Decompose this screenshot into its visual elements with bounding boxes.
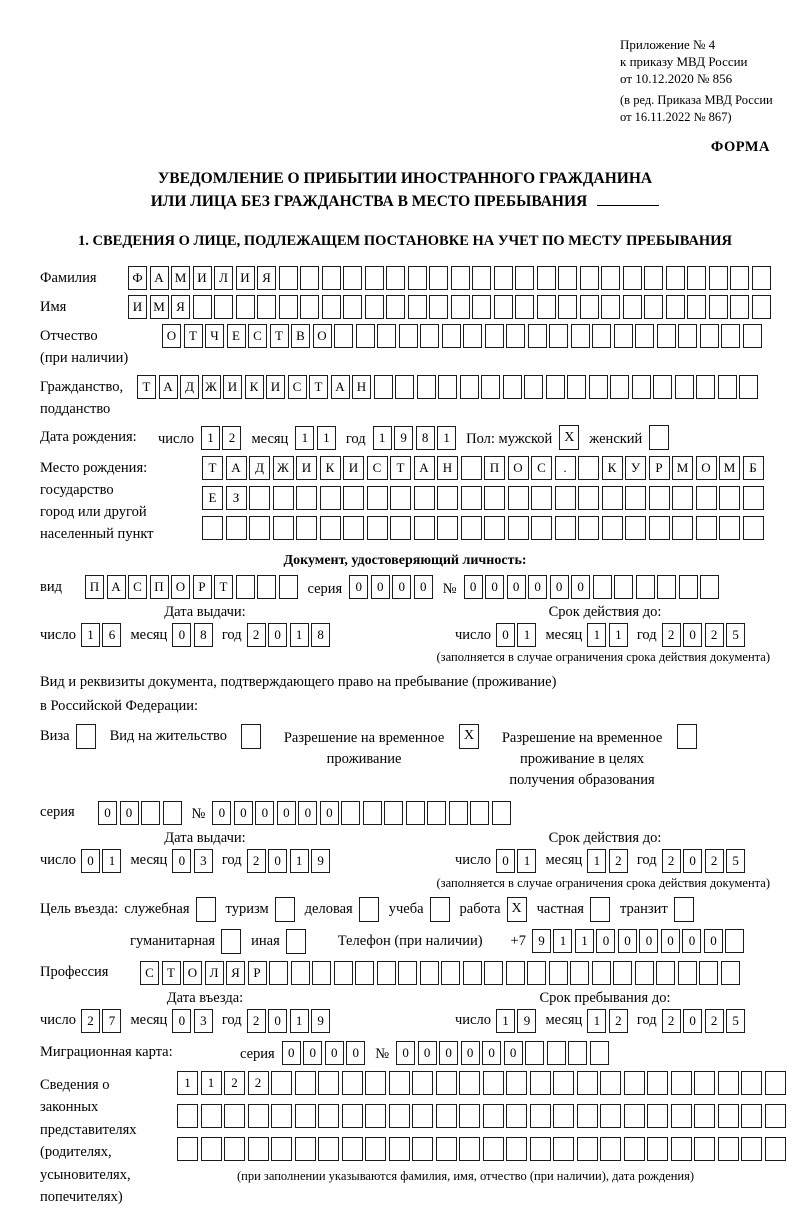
patronymic-label: Отчество (при наличии): [40, 328, 129, 367]
resdoc-issue-month[interactable]: 0 3: [172, 849, 213, 873]
form-title: [40, 168, 770, 213]
iddoc-valid-year[interactable]: 2 0 2 5: [662, 623, 746, 647]
annex-line: (в ред. Приказа МВД России: [620, 93, 773, 108]
resdoc-option-temp-permit: Разрешение на временное проживание X: [275, 724, 479, 770]
citizenship-row: [40, 375, 770, 421]
day-label: число: [40, 1012, 76, 1029]
migration-card-row: [40, 1041, 770, 1065]
resdoc-option-edu-permit: Разрешение на временное проживание в целях получения образования: [493, 724, 697, 791]
annex-reference: [620, 36, 800, 87]
entry-date-heading: Дата въезда:: [166, 989, 244, 1006]
temp-permit-checkbox[interactable]: X: [459, 724, 479, 749]
birthplace-row: [40, 456, 770, 545]
month-label: месяц: [545, 1012, 583, 1029]
surname-label: Фамилия: [40, 270, 97, 287]
birthplace-label: Место рождения: государство город или другой населенный пункт: [40, 460, 154, 542]
stay-until-heading: Срок пребывания до:: [539, 989, 671, 1006]
iddoc-type-row: [40, 575, 770, 599]
stay-day[interactable]: 1 9: [496, 1009, 537, 1033]
resdoc-valid-note: (заполняется в случае ограничения срока действия документа): [436, 875, 770, 890]
birth-day-input[interactable]: 1 2: [201, 426, 242, 450]
month-label: месяц: [130, 626, 168, 643]
birthdate-label: Дата рождения:: [40, 429, 137, 446]
legal-reps-section: [40, 1071, 770, 1209]
section1-heading: 1. СВЕДЕНИЯ О ЛИЦЕ, ПОДЛЕЖАЩЕМ ПОСТАНОВКЕ НА УЧЕТ ПО МЕСТУ ПРЕБЫВАНИЯ: [78, 233, 732, 250]
stay-year[interactable]: 2 0 2 5: [662, 1009, 746, 1033]
month-label: месяц: [130, 1012, 168, 1029]
resdoc-line2: в Российской Федерации:: [40, 697, 199, 714]
purpose-work-checkbox[interactable]: X: [507, 897, 527, 922]
purpose-transit-checkbox[interactable]: [674, 897, 694, 922]
iddoc-valid-day[interactable]: 0 1: [496, 623, 537, 647]
resdoc-options: [40, 724, 770, 791]
birthdate-row: [40, 425, 770, 450]
iddoc-heading: Документ, удостоверяющий личность:: [283, 553, 527, 569]
phone-input[interactable]: 9 1 1 0 0 0 0 0 0: [532, 929, 745, 953]
legal-reps-input-line1[interactable]: 1 1 2 2: [177, 1071, 786, 1095]
annex-line: Приложение № 4: [620, 37, 716, 52]
iddoc-issue-year[interactable]: 2 0 1 8: [247, 623, 331, 647]
birthplace-input-line1[interactable]: Т А Д Ж И К И С Т А Н П О С . К У Р М О М Б: [202, 456, 764, 480]
birth-month-input[interactable]: 1 1: [295, 426, 336, 450]
edu-permit-checkbox[interactable]: [677, 724, 697, 749]
citizenship-label: Гражданство, подданство: [40, 378, 124, 417]
form-label: ФОРМА: [710, 139, 770, 156]
month-label: месяц: [545, 626, 583, 643]
resdoc-series-row: [40, 801, 770, 825]
profession-input[interactable]: С Т О Л Я Р: [140, 961, 740, 985]
annex-line: от 16.11.2022 № 867): [620, 109, 732, 124]
migration-card-label: Миграционная карта:: [40, 1043, 173, 1060]
year-label: год: [221, 626, 242, 643]
firstname-label: Имя: [40, 299, 67, 316]
year-label: год: [636, 852, 657, 869]
surname-row: [40, 266, 770, 290]
iddoc-valid-heading: Срок действия до:: [548, 604, 662, 621]
phone-label: Телефон (при наличии): [337, 932, 483, 949]
migcard-number-input[interactable]: 0 0 0 0 0 0: [396, 1041, 609, 1065]
iddoc-type-input[interactable]: П А С П О Р Т: [85, 575, 298, 599]
iddoc-issue-heading: Дата выдачи:: [164, 604, 246, 621]
day-label: число: [455, 626, 491, 643]
year-label: год: [636, 626, 657, 643]
iddoc-series-input[interactable]: 0 0 0 0: [349, 575, 433, 599]
profession-label: Профессия: [40, 963, 109, 980]
resdoc-valid-day[interactable]: 0 1: [496, 849, 537, 873]
resdoc-option-visa: Виза: [40, 724, 96, 749]
entry-day[interactable]: 2 7: [81, 1009, 122, 1033]
birthplace-input-line3[interactable]: [202, 516, 764, 540]
resdoc-dates: [40, 830, 770, 873]
stay-month[interactable]: 1 2: [587, 1009, 628, 1033]
sex-female-checkbox[interactable]: [649, 425, 669, 450]
legal-reps-input-line2[interactable]: [177, 1104, 786, 1128]
surname-input[interactable]: Ф А М И Л И Я: [128, 266, 771, 290]
purpose-row: Цель въезда: служебная туризм деловая учеба работа X частная транзит: [40, 897, 770, 922]
year-label: год: [221, 852, 242, 869]
birth-year-input[interactable]: 1 9 8 1: [373, 426, 457, 450]
firstname-input[interactable]: И М Я: [128, 295, 771, 319]
legal-reps-note: (при заполнении указываются фамилия, имя, отчество (при наличии), дата рождения): [237, 1168, 695, 1183]
iddoc-dates: [40, 604, 770, 647]
residence-permit-checkbox[interactable]: [241, 724, 261, 749]
month-label: месяц: [251, 431, 289, 448]
year-label: год: [636, 1012, 657, 1029]
birthplace-input-line2[interactable]: Е З: [202, 486, 764, 510]
resdoc-valid-heading: Срок действия до:: [548, 829, 662, 846]
title-underline: [597, 205, 659, 206]
annex-line: от 10.12.2020 № 856: [620, 71, 733, 87]
entry-month[interactable]: 0 3: [172, 1009, 213, 1033]
resdoc-number-input[interactable]: 0 0 0 0 0 0: [212, 801, 511, 825]
iddoc-series-label: серия: [307, 580, 343, 597]
purpose-private-checkbox[interactable]: [590, 897, 610, 922]
year-label: год: [345, 431, 366, 448]
migcard-series-input[interactable]: 0 0 0 0: [282, 1041, 366, 1065]
day-label: число: [40, 852, 76, 869]
patronymic-row: [40, 324, 770, 370]
profession-row: [40, 961, 770, 985]
resdoc-issue-year[interactable]: 2 0 1 9: [247, 849, 331, 873]
annex-edit-reference: [620, 92, 800, 125]
annex-line: к приказу МВД России: [620, 54, 748, 70]
purpose-study-checkbox[interactable]: [430, 897, 450, 922]
sex-male-label: Пол: мужской: [466, 431, 553, 448]
iddoc-valid-note: (заполняется в случае ограничения срока действия документа): [436, 650, 770, 665]
citizenship-input[interactable]: Т А Д Ж И К И С Т А Н: [137, 375, 758, 399]
phone-prefix: +7: [510, 932, 526, 949]
resdoc-line1: Вид и реквизиты документа, подтверждающего право на пребывание (проживание): [40, 674, 557, 691]
resdoc-series-label: серия: [40, 803, 75, 820]
month-label: месяц: [545, 852, 583, 869]
resdoc-issue-day[interactable]: 0 1: [81, 849, 122, 873]
entry-year[interactable]: 2 0 1 9: [247, 1009, 331, 1033]
sex-male-checkbox[interactable]: X: [559, 425, 579, 450]
resdoc-valid-year[interactable]: 2 0 2 5: [662, 849, 746, 873]
resdoc-series-input[interactable]: 0 0: [98, 801, 182, 825]
entry-dates: [40, 990, 770, 1033]
resdoc-valid-month[interactable]: 1 2: [587, 849, 628, 873]
iddoc-number-input[interactable]: 0 0 0 0 0 0: [464, 575, 720, 599]
day-label: число: [455, 1012, 491, 1029]
purpose-tourism-checkbox[interactable]: [275, 897, 295, 922]
purpose-business-checkbox[interactable]: [196, 897, 216, 922]
migcard-series-label: серия: [240, 1046, 275, 1063]
iddoc-type-label: вид: [40, 578, 62, 595]
firstname-row: [40, 295, 770, 319]
sex-female-label: женский: [589, 431, 643, 448]
migcard-number-label: №: [375, 1046, 390, 1063]
day-label: число: [40, 626, 76, 643]
purpose-humanitarian-checkbox[interactable]: [221, 929, 241, 954]
form-title-line1: УВЕДОМЛЕНИЕ О ПРИБЫТИИ ИНОСТРАННОГО ГРАЖДАНИНА: [157, 170, 653, 188]
year-label: год: [221, 1012, 242, 1029]
day-label: число: [158, 431, 194, 448]
legal-reps-input-line3[interactable]: [177, 1137, 786, 1161]
resdoc-number-label: №: [191, 806, 206, 823]
form-title-line2: ИЛИ ЛИЦА БЕЗ ГРАЖДАНСТВА В МЕСТО ПРЕБЫВАНИЯ: [40, 191, 770, 213]
purpose-other-checkbox[interactable]: [286, 929, 306, 954]
month-label: месяц: [130, 852, 168, 869]
purpose-row2: гуманитарная иная Телефон (при наличии) +7 9 1 1 0 0 0 0 0 0: [130, 929, 770, 954]
visa-checkbox[interactable]: [76, 724, 96, 749]
resdoc-option-residence-permit: Вид на жительство: [110, 724, 261, 749]
purpose-label: Цель въезда:: [40, 900, 119, 917]
iddoc-issue-day[interactable]: 1 6: [81, 623, 122, 647]
purpose-commercial-checkbox[interactable]: [359, 897, 379, 922]
iddoc-issue-month[interactable]: 0 8: [172, 623, 213, 647]
day-label: число: [455, 852, 491, 869]
resdoc-issue-heading: Дата выдачи:: [164, 829, 246, 846]
iddoc-valid-month[interactable]: 1 1: [587, 623, 628, 647]
patronymic-input[interactable]: О Т Ч Е С Т В О: [162, 324, 762, 348]
legal-reps-label: Сведения о законных представителях (родителях, усыновителях, попечителях): [40, 1076, 137, 1206]
iddoc-number-label: №: [442, 580, 457, 597]
